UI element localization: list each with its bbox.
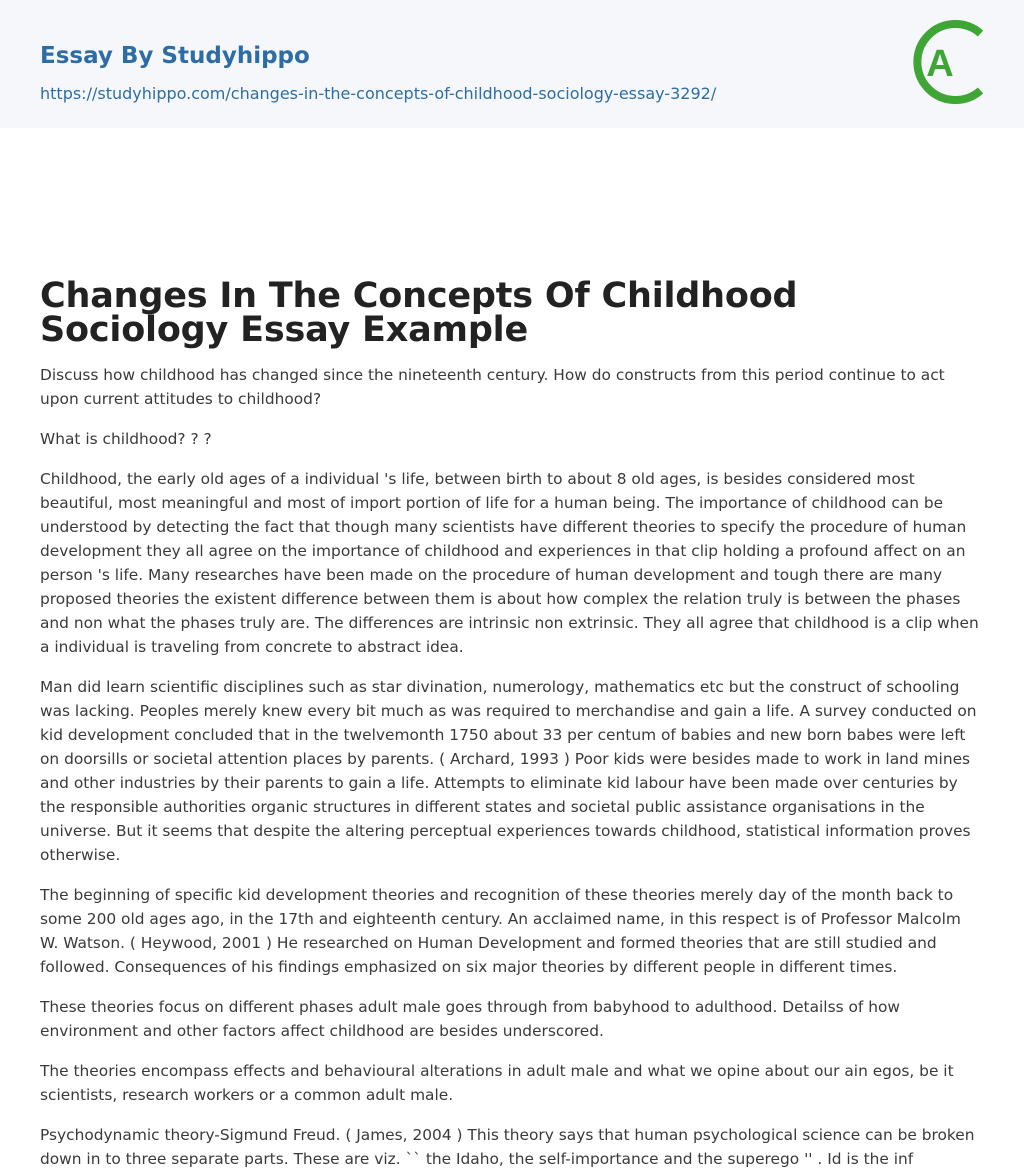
source-url-link[interactable]: https://studyhippo.com/changes-in-the-concepts-of-childhood-sociology-essay-3292/ — [40, 84, 717, 103]
paragraph: These theories focus on different phases adult male goes through from babyhood to adulthood. Detailss of how environment and other factors affect childhood are besides underscored. — [40, 998, 900, 1040]
site-title[interactable]: Essay By Studyhippo — [40, 43, 310, 69]
paragraph: The theories encompass effects and behavioural alterations in adult male and what we opine about our ain egos, be it scientists, research workers or a common adult male. — [40, 1062, 954, 1104]
article — [0, 128, 1024, 1171]
paragraph: Childhood, the early old ages of a individual 's life, between birth to about 8 old ages, is besides considered most beautiful, most meaningful and most of import portion of life for a human being. The importance of childhood can be understood by detecting the fact that though many scientists have different theories to specify the procedure of human development they all agree on the importance of childhood and experiences in that clip holding a profound affect on an person 's life. Many researches have been made on the procedure of human development and tough there are many proposed theories the existent difference between them is about how complex the relation truly is between the phases and non what the phases truly are. The differences are intrinsic non extrinsic. They all agree that childhood is a clip when a individual is traveling from concrete to abstract idea. — [40, 470, 979, 656]
studyhippo-logo[interactable] — [912, 18, 988, 106]
article-body — [40, 347, 984, 1171]
site-header — [0, 0, 1024, 128]
logo-letter: A — [926, 43, 954, 85]
logo-icon — [912, 18, 988, 106]
paragraph: Psychodynamic theory-Sigmund Freud. ( James, 2004 ) This theory says that human psychological science can be broken down in to three separate parts. These are viz. `` the Idaho, the self-importance and the superego '' . Id is the inf — [40, 1126, 975, 1168]
paragraph: The beginning of specific kid development theories and recognition of these theories merely day of the month back to some 200 old ages ago, in the 17th and eighteenth century. An acclaimed name, in this respect is of Professor Malcolm W. Watson. ( Heywood, 2001 ) He researched on Human Development and formed theories that are still studied and followed. Consequences of his findings emphasized on six major theories by different people in different times. — [40, 886, 961, 976]
page-title: Changes In The Concepts Of Childhood Sociology Essay Example — [40, 276, 798, 350]
paragraph: What is childhood? ? ? — [40, 430, 212, 448]
paragraph: Discuss how childhood has changed since the nineteenth century. How do constructs from this period continue to act upon current attitudes to childhood? — [40, 366, 945, 408]
paragraph: Man did learn scientific disciplines such as star divination, numerology, mathematics etc but the construct of schooling was lacking. Peoples merely knew every bit much as was required to merchandise and gain a life. A survey conducted on kid development concluded that in the twelvemonth 1750 about 33 per centum of babies and new born babes were left on doorsills or societal attention places by parents. ( Archard, 1993 ) Poor kids were besides made to work in land mines and other industries by their parents to gain a life. Attempts to eliminate kid labour have been made over centuries by the responsible authorities organic structures in different states and societal public assistance organisations in the universe. But it seems that despite the altering perceptual experiences towards childhood, statistical information proves otherwise. — [40, 678, 977, 864]
